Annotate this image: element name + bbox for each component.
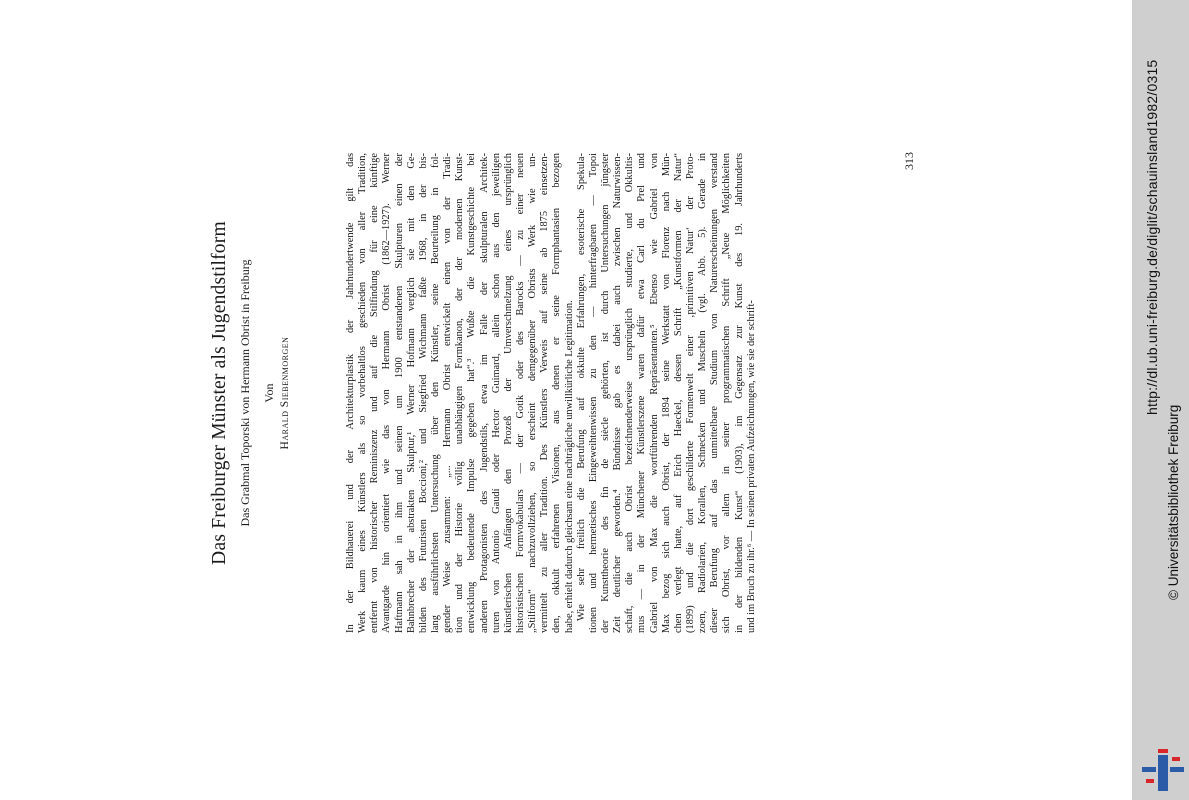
viewer-sidebar [1132,0,1189,800]
ub-freiburg-logo-icon [1142,749,1184,791]
text-line: entfernt von historischer Reminiszenz und auf die Stilfindung für eine künftige [369,153,381,633]
text-line: historistischen Formvokabulars — der Gotik oder des Barocks — zu einer neuen [514,153,526,633]
text-line: Max bezog sich auch Obrist, der 1894 seine Werkstatt von Florenz nach Mün- [660,153,672,633]
text-line: Wie sehr freilich die Berufung auf okkulte Erfahrungen, esoterische Spekula- [575,153,587,621]
text-line: den, okkult erfahrenen Visionen, aus denen er seine Formphantasien bezogen [551,153,563,633]
text-line: anderen Protagonisten des Jugendstils, etwa im Falle der skulpturalen Architek- [478,153,490,633]
text-line: chen verlegt hatte, auf Erich Haeckel, dessen Schrift „Kunstformen der Natur“ [672,153,684,633]
text-line: sich Obrist, vor allem in seiner programmatischen Schrift „Neue Möglichkeiten [721,153,733,633]
text-line: entwicklung bedeutende Impulse gegeben hat“.³ Wußte die Kunstgeschichte bei [466,153,478,633]
text-line: turen von Antonio Gaudí oder Hector Guimard, allein schon aus den jeweiligen [490,153,502,633]
text-line: Bahnbrecher der abstrakten Skulptur,¹ Werner Hofmann verglich sie mit den Ge- [405,153,417,633]
sidebar-text [1132,0,1189,800]
text-line: zoen, Radiolarien, Korallen, Schnecken und Muscheln (vgl. Abb. 5). Gerade in [697,153,709,633]
text-line: vermittelt zu aller Tradition. Des Künstlers Verweis auf seine ab 1875 einsetzen- [539,153,551,633]
text-line: dieser Berufung auf das unmittelbare Studium von Naturerscheinungen verstand [709,153,721,633]
text-line: Gabriel von Max die wortführenden Repräsentanten.⁵ Ebenso wie Gabriel von [648,153,660,633]
text-line: lang ausführlichsten Untersuchung über den Künstler, seine Beurteilung in fol- [429,153,441,633]
text-line: und im Bruch zu ihr.⁶ — In seinen privaten Aufzeichnungen, wie sie der schrift- [745,300,757,633]
text-line: gender Weise zusammen: „... Hermann Obrist entwickelt einen von der Tradi- [442,153,454,633]
text-line: mus — in der Münchener Künstlerszene waren dafür etwa Carl du Prel und [636,153,648,633]
text-line: Werk kaum eines Künstlers als so vorbehaltlos geschieden von aller Tradition, [357,153,369,633]
text-line: der Kunsttheorie des fin de siècle gehörten, ist durch Untersuchungen jüngster [599,153,611,633]
text-line: Haftmann sah in ihm und seinen um 1900 entstandenen Skulpturen einen der [393,153,405,633]
source-url-link[interactable]: http://dl.ub.uni-freiburg.de/diglit/schauinsland1982/0315 [1144,59,1160,415]
page-number: 313 [902,152,916,170]
author-name: Harald Siebenmorgen [279,336,291,450]
text-line: Zeit deutlicher geworden.⁴ Bündnisse gab es dabei auch zwischen Naturwissen- [612,153,624,633]
text-line: in der bildenden Kunst“ (1903), im Gegensatz zur Kunst des 19. Jahrhunderts [733,153,745,633]
text-line: bilden des Futuristen Boccioni,² und Siegfried Wichmann faßte 1968, in der bis- [417,153,429,633]
text-line: schaft, die auch Obrist bezeichnenderweise ursprünglich studierte, und Okkultis- [624,153,636,633]
text-line: künstlerischen Anfängen den Prozeß der Umverschmelzung eines ursprünglich [502,153,514,633]
copyright-notice: © Universitätsbibliothek Freiburg [1166,404,1181,600]
text-line: „Stilform“ nachzuvollziehen, so erscheint demgegenüber Obrists Werk wie un- [527,153,539,633]
article-subtitle: Das Grabmal Toporski von Hermann Obrist in Freiburg [238,259,252,527]
body-text [345,153,758,633]
text-line: (1899) und die dort geschilderte Formenwelt einer ‚primitiven Natur‘ der Proto- [684,153,696,633]
text-line: Avantgarde hin orientiert wie das von Hermann Obrist (1862—1927). Werner [381,153,393,633]
text-line: habe, erhielt dadurch gleichsam eine nachträgliche unwillkürliche Legitimation. [563,300,575,633]
text-line: tion und der Historie völlig unabhängigen Formkanon, der der modernen Kunst- [454,153,466,633]
byline-von: Von [262,383,276,403]
text-line: tionen und hermetisches Eingeweihtenwissen zu den — hinterfragbaren — Topoi [587,153,599,633]
text-line: In der Bildhauerei und der Architekturplastik der Jahrhundertwende gilt das [345,153,356,633]
article-title: Das Freiburger Münster als Jugendstilform [209,221,230,565]
